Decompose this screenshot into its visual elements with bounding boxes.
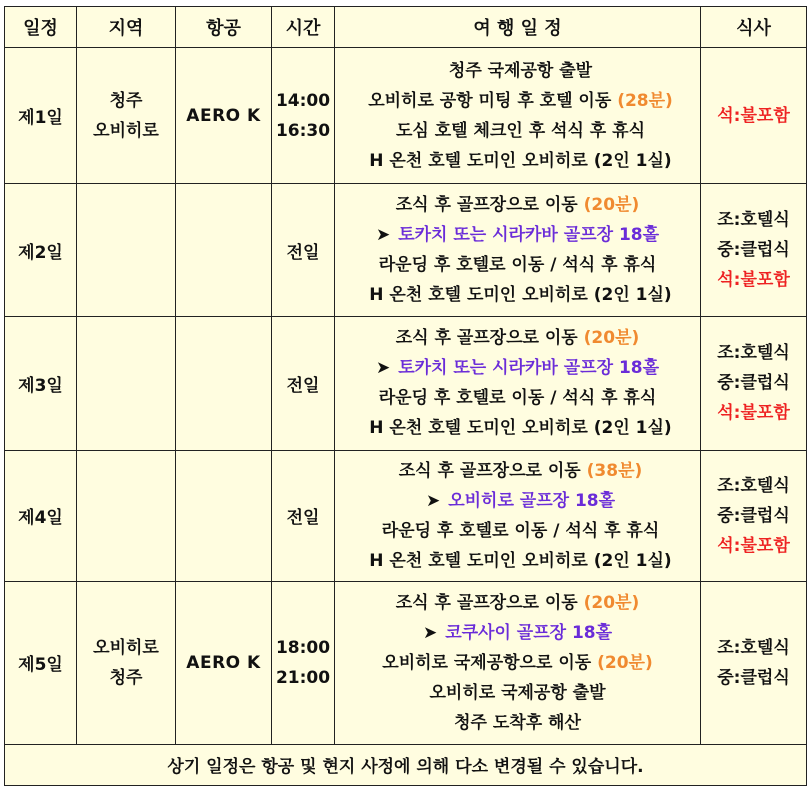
region-from: 청주 xyxy=(109,90,143,111)
meal-breakfast: 조:호텔식 xyxy=(717,210,790,231)
arrow-icon: ➤ xyxy=(425,490,441,511)
schedule-line: 라운딩 후 호텔로 이동 / 석식 후 휴식 xyxy=(381,520,660,541)
schedule-line: H 온천 호텔 도미인 오비히로 (2인 1실) xyxy=(369,150,672,171)
meal-breakfast: 조:호텔식 xyxy=(717,475,790,496)
header-airline: 항공 xyxy=(176,7,272,48)
header-itinerary: 여 행 일 정 xyxy=(335,7,701,48)
day-label: 제4일 xyxy=(5,450,77,581)
header-row xyxy=(5,7,807,48)
golf-course-label: 코쿠사이 골프장 18홀 xyxy=(445,622,613,643)
duration-label: (20분) xyxy=(597,652,653,673)
header-meal: 식사 xyxy=(701,7,807,48)
region-cell xyxy=(77,581,176,744)
airline-cell xyxy=(176,450,272,581)
golf-course-label: 오비히로 골프장 18홀 xyxy=(448,490,616,511)
meal-dinner: 석:불포함 xyxy=(717,403,790,424)
schedule-cell xyxy=(335,581,701,744)
itinerary-table xyxy=(4,6,807,786)
departure-time: 18:00 xyxy=(275,637,331,658)
meal-cell xyxy=(701,450,807,581)
schedule-line: 도심 호텔 체크인 후 석식 후 휴식 xyxy=(396,120,645,141)
meal-cell xyxy=(701,48,807,184)
departure-time: 14:00 xyxy=(275,90,331,111)
schedule-line xyxy=(335,353,700,383)
airline-cell xyxy=(176,317,272,450)
arrow-icon: ➤ xyxy=(375,225,391,246)
golf-course-label: 토카치 또는 시라카바 골프장 18홀 xyxy=(398,358,660,379)
day-row-5 xyxy=(5,581,807,744)
footer-notice: 상기 일정은 항공 및 현지 사정에 의해 다소 변경될 수 있습니다. xyxy=(5,744,807,785)
airline-cell: AERO K xyxy=(176,581,272,744)
region-to: 오비히로 xyxy=(93,120,159,141)
meal-cell xyxy=(701,581,807,744)
schedule-line: 조식 후 골프장으로 이동 (20분) xyxy=(395,592,640,613)
region-to: 청주 xyxy=(109,667,143,688)
airline-cell xyxy=(176,184,272,317)
schedule-line: 라운딩 후 호텔로 이동 / 석식 후 휴식 xyxy=(378,255,657,276)
schedule-line: H 온천 호텔 도미인 오비히로 (2인 1실) xyxy=(369,550,672,571)
day-row-4 xyxy=(5,450,807,581)
time-cell: 전일 xyxy=(272,184,335,317)
arrow-icon: ➤ xyxy=(375,358,391,379)
schedule-cell xyxy=(335,48,701,184)
schedule-line: 청주 도착후 해산 xyxy=(454,712,581,733)
schedule-line: 청주 국제공항 출발 xyxy=(448,60,593,81)
region-cell xyxy=(77,450,176,581)
schedule-line: 조식 후 골프장으로 이동 (20분) xyxy=(395,328,640,349)
schedule-cell xyxy=(335,184,701,317)
meal-breakfast: 조:호텔식 xyxy=(717,637,790,658)
schedule-line: H 온천 호텔 도미인 오비히로 (2인 1실) xyxy=(369,285,672,306)
arrival-time: 21:00 xyxy=(275,667,331,688)
day-label: 제3일 xyxy=(5,317,77,450)
day-label: 제5일 xyxy=(5,581,77,744)
schedule-line: 조식 후 골프장으로 이동 (20분) xyxy=(395,195,640,216)
time-cell xyxy=(272,48,335,184)
header-time: 시간 xyxy=(272,7,335,48)
time-cell xyxy=(272,581,335,744)
duration-label: (28분) xyxy=(617,90,673,111)
header-day: 일정 xyxy=(5,7,77,48)
schedule-line: 조식 후 골프장으로 이동 (38분) xyxy=(398,460,643,481)
schedule-cell xyxy=(335,317,701,450)
meal-lunch: 중:클럽식 xyxy=(717,667,790,688)
schedule-line: 오비히로 국제공항으로 이동 (20분) xyxy=(382,652,653,673)
schedule-line xyxy=(335,486,700,516)
meal-lunch: 중:클럽식 xyxy=(717,373,790,394)
region-from: 오비히로 xyxy=(93,637,159,658)
arrow-icon: ➤ xyxy=(422,622,438,643)
footer-row xyxy=(5,744,807,785)
meal-cell xyxy=(701,317,807,450)
schedule-line xyxy=(335,618,700,648)
day-row-1 xyxy=(5,48,807,184)
day-label: 제1일 xyxy=(5,48,77,184)
region-cell xyxy=(77,184,176,317)
region-cell xyxy=(77,317,176,450)
day-label: 제2일 xyxy=(5,184,77,317)
schedule-line: 라운딩 후 호텔로 이동 / 석식 후 휴식 xyxy=(378,388,657,409)
time-cell: 전일 xyxy=(272,317,335,450)
meal-dinner: 석:불포함 xyxy=(717,535,790,556)
meal-dinner: 석:불포함 xyxy=(717,105,790,126)
airline-cell: AERO K xyxy=(176,48,272,184)
region-cell xyxy=(77,48,176,184)
meal-cell xyxy=(701,184,807,317)
meal-lunch: 중:클럽식 xyxy=(717,505,790,526)
schedule-line: H 온천 호텔 도미인 오비히로 (2인 1실) xyxy=(369,418,672,439)
meal-breakfast: 조:호텔식 xyxy=(717,343,790,364)
day-row-2 xyxy=(5,184,807,317)
schedule-line xyxy=(335,220,700,250)
header-region: 지역 xyxy=(77,7,176,48)
meal-lunch: 중:클럽식 xyxy=(717,240,790,261)
schedule-line: 오비히로 국제공항 출발 xyxy=(429,682,606,703)
golf-course-label: 토카치 또는 시라카바 골프장 18홀 xyxy=(398,225,660,246)
schedule-cell xyxy=(335,450,701,581)
time-cell: 전일 xyxy=(272,450,335,581)
duration-label: (38분) xyxy=(586,460,643,481)
duration-label: (20분) xyxy=(583,592,640,613)
day-row-3 xyxy=(5,317,807,450)
schedule-line: 오비히로 공항 미팅 후 호텔 이동 (28분) xyxy=(368,90,673,111)
duration-label: (20분) xyxy=(583,328,640,349)
duration-label: (20분) xyxy=(583,195,640,216)
arrival-time: 16:30 xyxy=(275,120,331,141)
meal-dinner: 석:불포함 xyxy=(717,270,790,291)
